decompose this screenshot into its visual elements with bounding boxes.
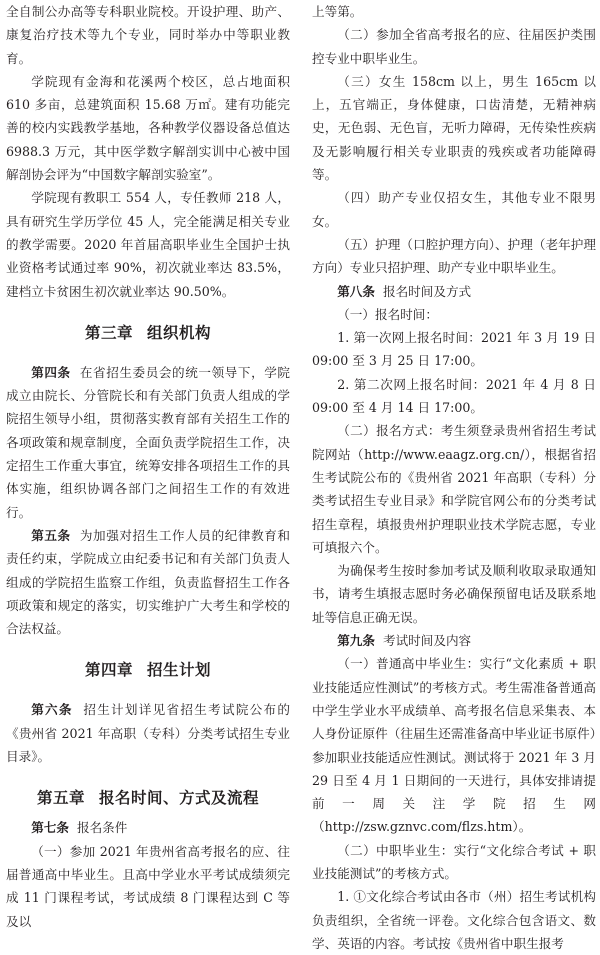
chapter-5-heading (6, 786, 290, 808)
chapter-number: 第四章 (84, 661, 133, 680)
registration-method: （二）报名方式：考生须登录贵州省招生考试院网站（http://www.eaagz.org.cn/），根据省招生考试院公布的《贵州省 2021 年高职（专科）分类考试招生专业目录》和学院官网公布的分类考试招生章程，填报贵州护理职业技术学院志愿，专业可填报六个。 (312, 423, 596, 555)
article-title: 报名条件 (76, 820, 128, 836)
chapter-title: 招生计划 (147, 661, 212, 680)
paragraph-staff: 学院现有教职工 554 人，专任教师 218 人，具有研究生学历学位 45 人，完全能满足相关专业的教学需要。2020 年首届高职毕业生全国护士执业资格考试通过率 90%，初次就业率达 83.5%，建档立卡贫困生初次就业率达 90.50%。 (6, 190, 290, 299)
left-column (6, 0, 290, 933)
article-4 (6, 361, 290, 524)
article-8-heading (312, 280, 596, 303)
chapter-title: 报名时间、方式及流程 (99, 789, 260, 808)
paragraph-campus: 学院现有金海和花溪两个校区，总占地面积 610 多亩，总建筑面积 15.68 万㎡。建有功能完善的校内实践教学基地，各种教学仪器设备总值达 6988.3 万元，其中医学数字解剖实训中心被中国解剖协会评为“中国数字解剖实验室”。 (6, 73, 290, 183)
article-7-item-1: （一）参加 2021 年贵州省高考报名的应、往届普通高中毕业生。且高中学业水平考试成绩须完成 11 门课程考试，考试成绩 8 门课程达到 C 等及以 (6, 843, 290, 929)
registration-time-heading: （一）报名时间： (337, 306, 438, 322)
article-text: 在省招生委员会的统一领导下，学院成立由院长、分管院长和有关部门负责人组成的学院招生领导小组，贯彻落实教育部有关招生工作的各项政策和规章制度，全面负责学院招生工作，决定招生工作重大事宜，统筹安排各项招生工作的具体实施，组织协调各部门之间招生工作的有效进行。 (6, 364, 291, 520)
condition-4: （四）助产专业仅招女生，其他专业不限男女。 (312, 190, 596, 229)
article-9-heading (312, 629, 596, 652)
article-label: 第八条 (337, 283, 375, 299)
condition-3: （三）女生 158cm 以上，男生 165cm 以上，五官端正，身体健康，口齿清楚，无精神病史，无色弱、无色盲，无听力障碍，无传染性疾病及无影响履行相关专业职责的残疾或者功能障碍等。 (312, 73, 596, 183)
chapter-4-heading (6, 658, 290, 680)
chapter-title: 组织机构 (147, 323, 212, 342)
article-5 (6, 524, 290, 640)
article-label: 第六条 (31, 702, 73, 718)
article-label: 第四条 (31, 364, 71, 380)
condition-5: （五）护理（口腔护理方向）、护理（老年护理方向）专业只招护理、助产专业中职毕业生。 (312, 236, 596, 276)
right-column (312, 0, 596, 955)
spacer (6, 303, 290, 321)
registration-time-1: 1. 第一次网上报名时间：2021 年 3 月 19 日 09:00 至 3 月 25 日 17:00。 (312, 330, 596, 369)
spacer (6, 343, 290, 361)
article-label: 第五条 (31, 527, 71, 543)
spacer (6, 768, 290, 786)
condition-2: （二）参加全省高考报名的应、往届医护类围控专业中职毕业生。 (312, 27, 596, 66)
registration-time-2: 2. 第二次网上报名时间：2021 年 4 月 8 日 09:00 至 4 月 14 日 17:00。 (312, 376, 596, 416)
registration-notice: 为确保考生按时参加考试及顺利收取录取通知书，请考生填报志愿时务必确保预留电话及联系地址等信息正确无误。 (312, 563, 596, 625)
article-label: 第七条 (31, 820, 69, 836)
article-6 (6, 698, 290, 768)
exam-cultural-comprehensive: 1. ①文化综合考试由各市（州）招生考试机构负责组织，全省统一评卷。文化综合包含语文、数学、英语的内容。考试按《贵州省中职生报考 (312, 889, 596, 951)
paragraph-continued: 上等第。 (312, 4, 363, 19)
article-text: 为加强对招生工作人员的纪律教育和责任约束，学院成立由纪委书记和有关部门负责人组成的学院招生监察工作组，负责监督招生工作各项政策和规定的落实，切实维护广大考生和学校的合法权益。 (6, 527, 291, 637)
article-text: 招生计划详见省招生考试院公布的《贵州省 2021 年高职（专科）分类考试招生专业目录》。 (6, 702, 290, 765)
exam-vocational-school: （二）中职毕业生：实行“文化综合考试 + 职业技能测试”的考核方式。 (312, 842, 596, 881)
spacer (6, 680, 290, 698)
article-7-heading (6, 816, 290, 839)
spacer (6, 640, 290, 658)
chapter-number: 第五章 (36, 789, 85, 808)
chapter-3-heading (6, 321, 290, 343)
article-title: 考试时间及内容 (382, 633, 472, 649)
article-title: 报名时间及方式 (382, 283, 472, 299)
exam-general-high-school: （一）普通高中毕业生：实行“文化素质 + 职业技能适应性测试”的考核方式。考生需准备普通高中学生学业水平成绩单、高考报名信息采集表、本人身份证原件（往届生还需准备高中毕业证书原件）参加职业技能适应性测试。测试将于 2021 年 3 月 29 日至 4 月 1 日期间的一天进行，具体安排请提前一周关注学院招生网（http://zsw.gznvc.com/flzs.htm）。 (312, 656, 596, 835)
article-label: 第九条 (337, 633, 375, 649)
spacer (6, 808, 290, 816)
chapter-number: 第三章 (84, 323, 133, 342)
paragraph-intro-continued: 全自制公办高等专科职业院校。开设护理、助产、康复治疗技术等九个专业，同时举办中等职业教育。 (6, 4, 290, 66)
